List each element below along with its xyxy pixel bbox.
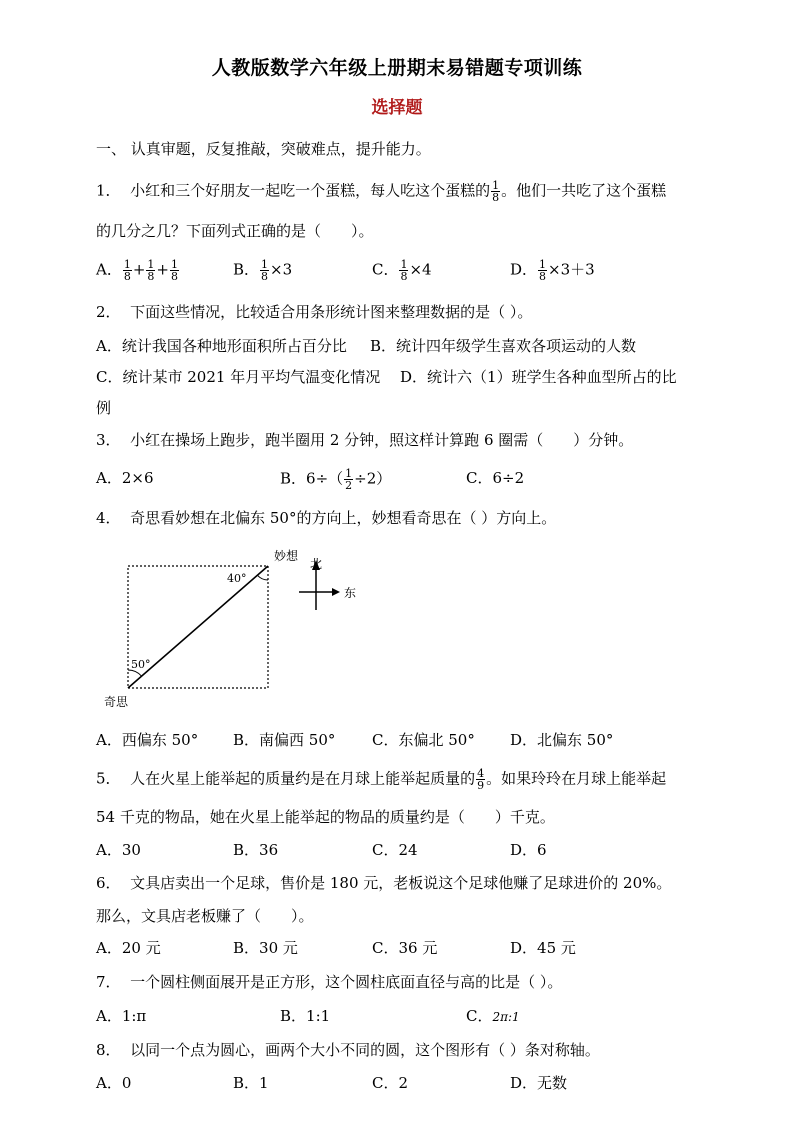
q8-option-a: A．0	[96, 1074, 132, 1092]
fraction-numerator: 4	[477, 767, 485, 780]
q3-option-c: C．6÷2	[466, 469, 525, 487]
question-6	[96, 873, 671, 893]
section-instruction: 一、 认真审题，反复推敲，突破难点，提升能力。	[96, 140, 431, 158]
option-expression: ×4	[409, 260, 432, 279]
q1-option-a	[96, 259, 180, 282]
question-1-text: 小红和三个好朋友一起吃一个蛋糕，每人吃这个蛋糕的	[130, 181, 491, 200]
question-3	[96, 430, 633, 450]
option-label: A．	[96, 260, 122, 279]
question-8-text: 以同一个点为圆心，画两个大小不同的圆，这个图形有（ ）条对称轴。	[130, 1041, 600, 1059]
question-2-number: 2．	[96, 303, 121, 321]
q1-option-d	[510, 259, 595, 282]
option-label: C．	[466, 1007, 493, 1025]
q2-option-b: B．统计四年级学生喜欢各项运动的人数	[370, 337, 637, 355]
fraction-denominator: 8	[492, 191, 500, 204]
fraction	[344, 468, 353, 491]
fraction	[399, 259, 408, 282]
plus-sign: +	[132, 260, 146, 279]
q8-option-c: C．2	[372, 1074, 409, 1092]
question-2	[96, 302, 532, 322]
q5-option-b: B．36	[233, 841, 279, 859]
question-6-text: 文具店卖出一个足球，售价是 180 元，老板说这个足球他赚了足球进价的 20%。	[130, 874, 672, 892]
question-7-text: 一个圆柱侧面展开是正方形，这个圆柱底面直径与高的比是（ ）。	[130, 973, 563, 991]
q4-option-a: A．西偏东 50°	[96, 731, 199, 749]
q5-option-c: C．24	[372, 841, 418, 859]
option-expression: ×3＋3	[548, 260, 595, 279]
question-6-line2: 那么，文具店老板赚了（ ）。	[96, 907, 314, 925]
option-label: C．	[372, 260, 399, 279]
fraction	[538, 259, 547, 282]
fraction-denominator: 8	[147, 270, 155, 283]
q2-option-d: D．统计六（1）班学生各种血型所占的比	[400, 368, 677, 386]
fraction-denominator: 8	[123, 270, 131, 283]
q4-option-c: C．东偏北 50°	[372, 731, 475, 749]
fraction	[170, 259, 179, 282]
q6-option-c: C．36 元	[372, 939, 438, 957]
fraction-numerator: 1	[261, 258, 269, 271]
option-text: ÷2）	[354, 469, 392, 488]
question-8-number: 8．	[96, 1041, 121, 1059]
q7-option-c	[466, 1006, 520, 1027]
angle-label-bottom: 50°	[131, 658, 151, 671]
question-4-text: 奇思看妙想在北偏东 50°的方向上，妙想看奇思在（ ）方向上。	[130, 509, 557, 527]
q4-option-d: D．北偏东 50°	[510, 731, 614, 749]
question-1	[96, 180, 666, 203]
question-1-fraction	[491, 180, 500, 203]
fraction-numerator: 1	[492, 179, 500, 192]
q6-option-d: D．45 元	[510, 939, 576, 957]
q2-option-a: A．统计我国各种地形面积所占百分比	[96, 337, 347, 355]
q2-option-d-continued: 例	[96, 399, 112, 417]
q6-option-a: A．20 元	[96, 939, 161, 957]
direction-diagram	[96, 540, 376, 715]
option-expression: ×3	[270, 260, 293, 279]
q3-option-b	[280, 468, 391, 491]
option-label: B．	[233, 260, 260, 279]
question-5	[96, 768, 666, 791]
east-label: 东	[344, 586, 357, 600]
fraction-numerator: 1	[147, 258, 155, 271]
question-4-number: 4．	[96, 509, 121, 527]
fraction-denominator: 8	[171, 270, 178, 283]
q3-option-a: A．2×6	[96, 469, 154, 487]
east-arrow-icon	[332, 588, 340, 596]
fraction-numerator: 1	[171, 258, 178, 271]
question-3-number: 3．	[96, 431, 121, 449]
label-qisi: 奇思	[104, 695, 129, 709]
section-subtitle: 选择题	[371, 98, 423, 118]
option-expression: 2π:1	[492, 1010, 520, 1024]
fraction	[260, 259, 269, 282]
q4-option-b: B．南偏西 50°	[233, 731, 336, 749]
fraction-denominator: 9	[477, 779, 485, 792]
fraction-denominator: 8	[400, 270, 408, 283]
q1-option-c	[372, 259, 432, 282]
fraction-numerator: 1	[123, 258, 131, 271]
question-7-number: 7．	[96, 973, 121, 991]
question-1-line2: 的几分之几？下面列式正确的是（ ）。	[96, 222, 374, 240]
q8-option-d: D．无数	[510, 1074, 568, 1092]
fraction-denominator: 2	[345, 479, 353, 492]
q7-option-b: B．1:1	[280, 1007, 331, 1025]
page-title: 人教版数学六年级上册期末易错题专项训练	[211, 57, 583, 79]
q6-option-b: B．30 元	[233, 939, 298, 957]
fraction-denominator: 8	[539, 270, 547, 283]
label-miaoxiang: 妙想	[274, 549, 299, 563]
question-6-number: 6．	[96, 874, 121, 892]
q7-option-a: A．1:π	[96, 1007, 147, 1025]
question-5-text: 人在火星上能举起的质量约是在月球上能举起质量的	[130, 769, 476, 788]
question-1-number: 1．	[96, 181, 121, 200]
question-5-fraction	[476, 768, 485, 791]
q5-option-d: D．6	[510, 841, 547, 859]
angle-label-top: 40°	[227, 572, 247, 585]
question-5-text-tail: 。如果玲玲在月球上能举起	[486, 769, 667, 788]
question-5-line2: 54 千克的物品，她在火星上能举起的物品的质量约是（ ）千克。	[96, 808, 555, 826]
question-5-number: 5．	[96, 769, 121, 788]
fraction-numerator: 1	[400, 258, 408, 271]
q5-option-a: A．30	[96, 841, 141, 859]
fraction-denominator: 8	[261, 270, 269, 283]
q8-option-b: B．1	[233, 1074, 269, 1092]
fraction	[146, 259, 155, 282]
question-2-text: 下面这些情况，比较适合用条形统计图来整理数据的是（ ）。	[130, 303, 533, 321]
fraction	[123, 259, 132, 282]
question-8	[96, 1040, 600, 1060]
option-text: B．6÷（	[280, 469, 344, 488]
q1-option-b	[233, 259, 292, 282]
question-3-text: 小红在操场上跑步，跑半圈用 2 分钟，照这样计算跑 6 圈需（ ）分钟。	[130, 431, 634, 449]
option-label: D．	[510, 260, 538, 279]
q2-option-c: C．统计某市 2021 年月平均气温变化情况	[96, 368, 381, 386]
question-7	[96, 972, 562, 992]
fraction-numerator: 1	[539, 258, 547, 271]
question-1-text-tail: 。他们一共吃了这个蛋糕	[501, 181, 667, 200]
fraction-numerator: 1	[345, 467, 353, 480]
north-label: 北	[310, 557, 323, 571]
question-4	[96, 508, 556, 528]
angle-arc-top	[257, 575, 268, 580]
plus-sign: +	[156, 260, 169, 279]
